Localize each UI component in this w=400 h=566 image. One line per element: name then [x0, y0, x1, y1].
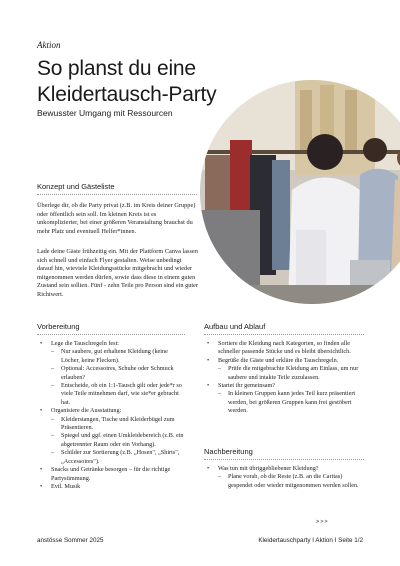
sub-list-item: – Spiegel und ggf. einen Umkleidebereich (z.B. ein abgetrennter Raum oder ein Vorhang).	[51, 432, 185, 449]
konzept-paragraph-1: Überlege dir, ob die Party privat (z.B. im Kreis deiner Gruppe) oder öffentlich sein soll. Im kleinen Kreis ist es unkomplizierter, bei einer größeren Veranstaltung brauchst du mehr Platz und eventuell Helfer*innen.	[37, 202, 196, 235]
list-item	[204, 340, 362, 357]
sub-list-item: – Schilder zur Sortierung (z.B. „Hosen", „Shirts", „Accessoires").	[51, 449, 185, 466]
section-divider	[37, 334, 185, 335]
sub-list-item: – Plane vorab, ob die Reste (z.B. an die Caritas) gespendet oder wieder mitgenommen werden sollen.	[218, 473, 362, 490]
list-item-text: Was tun mit übriggebliebener Kleidung?	[218, 465, 319, 472]
clothes-swap-photo	[200, 80, 400, 304]
sub-list-item: – In kleinen Gruppen kann jedes Teil kurz präsentiert werden, bei größeren Gruppen kann frei gestöbert werden.	[218, 390, 362, 415]
sub-list-item: – Prüfe die mitgebrachte Kleidung am Einlass, um nur saubere und intakte Teile zuzulassen.	[218, 365, 362, 382]
konzept-paragraph-2: Lade deine Gäste frühzeitig ein. Mit der Plattform Canva lassen sich schnell und einfach Flyer gestalten. Weise unbedingt darauf hin, wieviele Kleidungsstücke mitgebracht und wieder mitgenommen werden dürfen, sowie dass diese in einem guten Zustand sein sollten. Fünf - zehn Teile pro Person sind ein guter Richtwert.	[37, 248, 199, 298]
list-item	[37, 407, 185, 466]
sub-list	[51, 416, 185, 466]
section-heading-aufbau: Aufbau und Ablauf	[204, 322, 266, 331]
section-heading-konzept: Konzept und Gästeliste	[37, 182, 115, 191]
continue-marker: >>>	[316, 519, 329, 525]
sub-list	[51, 348, 185, 407]
section-divider	[204, 334, 364, 335]
sub-list-item: – Nur saubere, gut erhaltene Kleidung (keine Löcher, keine Flecken).	[51, 348, 185, 365]
section-divider	[204, 459, 364, 460]
list-item	[37, 466, 185, 483]
page-title: So planst du eine Kleidertausch-Party	[37, 57, 217, 106]
list-item-text: Begrüße die Gäste und erkläre die Tauschregeln.	[218, 356, 339, 364]
aufbau-list	[204, 340, 362, 416]
nachbereitung-list	[204, 465, 362, 490]
footer-publication: anstösse Sommer 2025	[37, 537, 104, 544]
footer-page-info: Kleidertauschparty I Aktion I Seite 1/2	[258, 537, 363, 544]
list-item-text: Sortiere die Kleidung nach Kategorien, so finden alle schneller passende Stücke und es bleibt übersichtlich.	[218, 340, 351, 356]
list-item	[37, 340, 185, 407]
sub-list	[218, 390, 362, 415]
list-item-text: Organisiere die Ausstattung:	[51, 407, 122, 415]
vorbereitung-list	[37, 340, 185, 491]
list-item	[37, 483, 185, 491]
sub-list-item: – Kleiderstangen, Tische und Kleiderbügel zum Präsentieren.	[51, 416, 185, 433]
sub-list	[218, 365, 362, 382]
sub-list	[218, 473, 362, 490]
sub-list-item: – Optional: Accessoires, Schuhe oder Schmuck erlauben?	[51, 365, 185, 382]
list-item	[204, 465, 362, 490]
list-item-text: Evtl. Musik	[51, 482, 81, 490]
sub-list-item: – Entscheide, ob ein 1:1-Tausch gilt oder jede*r so viele Teile mitnehmen darf, wie sie*er gebracht hat.	[51, 382, 185, 407]
list-item-text: Startet ihr gemeinsam?	[218, 382, 276, 390]
list-item-text: Lege die Tauschregeln fest:	[51, 340, 120, 347]
list-item-text: Snacks und Getränke besorgen – für die richtige Partystimmung.	[51, 466, 171, 482]
list-item	[204, 382, 362, 416]
section-heading-vorbereitung: Vorbereitung	[37, 322, 80, 331]
photo-illustration	[200, 80, 400, 304]
list-item	[204, 357, 362, 382]
section-heading-nachbereitung: Nachbereitung	[204, 447, 253, 456]
page-subtitle: Bewusster Umgang mit Ressourcen	[37, 108, 173, 118]
section-divider	[37, 194, 197, 195]
kicker-label: Aktion	[37, 40, 61, 50]
